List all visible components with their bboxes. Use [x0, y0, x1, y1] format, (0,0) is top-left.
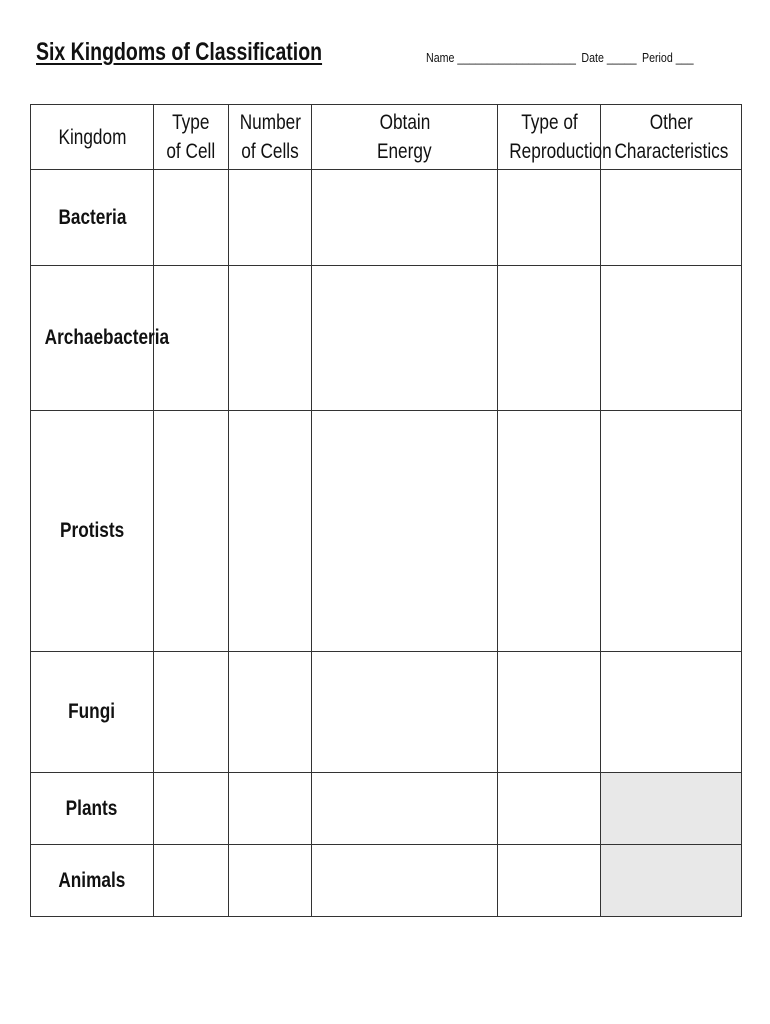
shaded-cell — [601, 845, 742, 917]
kingdom-cell: Animals — [31, 845, 154, 917]
shaded-cell — [601, 773, 742, 845]
answer-cell[interactable] — [154, 170, 229, 266]
answer-cell[interactable] — [154, 773, 229, 845]
answer-cell[interactable] — [229, 411, 312, 652]
answer-cell[interactable] — [601, 411, 742, 652]
kingdom-cell: Fungi — [31, 652, 154, 773]
answer-cell[interactable] — [498, 845, 601, 917]
answer-cell[interactable] — [498, 411, 601, 652]
table-row — [31, 652, 742, 773]
column-header-kingdom: Kingdom — [31, 105, 154, 170]
answer-cell[interactable] — [312, 652, 498, 773]
answer-cell[interactable] — [229, 170, 312, 266]
kingdom-cell: Plants — [31, 773, 154, 845]
column-header-other-characteristics: Other Characteristics — [601, 105, 742, 170]
answer-cell[interactable] — [154, 652, 229, 773]
column-header-type-of-cell: Type of Cell — [154, 105, 229, 170]
table-row — [31, 170, 742, 266]
answer-cell[interactable] — [312, 773, 498, 845]
answer-cell[interactable] — [312, 266, 498, 411]
answer-cell[interactable] — [229, 652, 312, 773]
table-row — [31, 266, 742, 411]
answer-cell[interactable] — [601, 266, 742, 411]
answer-cell[interactable] — [498, 652, 601, 773]
table-header-row — [31, 105, 742, 170]
column-header-obtain-energy: Obtain Energy — [312, 105, 498, 170]
table-row — [31, 773, 742, 845]
answer-cell[interactable] — [312, 845, 498, 917]
answer-cell[interactable] — [154, 845, 229, 917]
student-info-line — [426, 50, 696, 65]
answer-cell[interactable] — [229, 773, 312, 845]
answer-cell[interactable] — [498, 773, 601, 845]
classification-table — [30, 104, 742, 917]
answer-cell[interactable] — [229, 845, 312, 917]
date-field[interactable]: Date _____ — [581, 50, 637, 65]
table-row — [31, 845, 742, 917]
worksheet-header — [36, 38, 736, 78]
kingdom-cell: Archaebacteria — [31, 266, 154, 411]
period-field[interactable]: Period ___ — [641, 50, 694, 65]
answer-cell[interactable] — [601, 652, 742, 773]
kingdom-cell: Protists — [31, 411, 154, 652]
table-row — [31, 411, 742, 652]
answer-cell[interactable] — [154, 411, 229, 652]
answer-cell[interactable] — [312, 170, 498, 266]
answer-cell[interactable] — [498, 170, 601, 266]
answer-cell[interactable] — [601, 170, 742, 266]
column-header-type-of-reproduction: Type of Reproduction — [498, 105, 601, 170]
answer-cell[interactable] — [498, 266, 601, 411]
name-field[interactable]: Name ____________________ — [426, 50, 576, 65]
worksheet-title: Six Kingdoms of Classification — [36, 38, 323, 66]
kingdom-cell: Bacteria — [31, 170, 154, 266]
column-header-number-of-cells: Number of Cells — [229, 105, 312, 170]
answer-cell[interactable] — [312, 411, 498, 652]
answer-cell[interactable] — [229, 266, 312, 411]
